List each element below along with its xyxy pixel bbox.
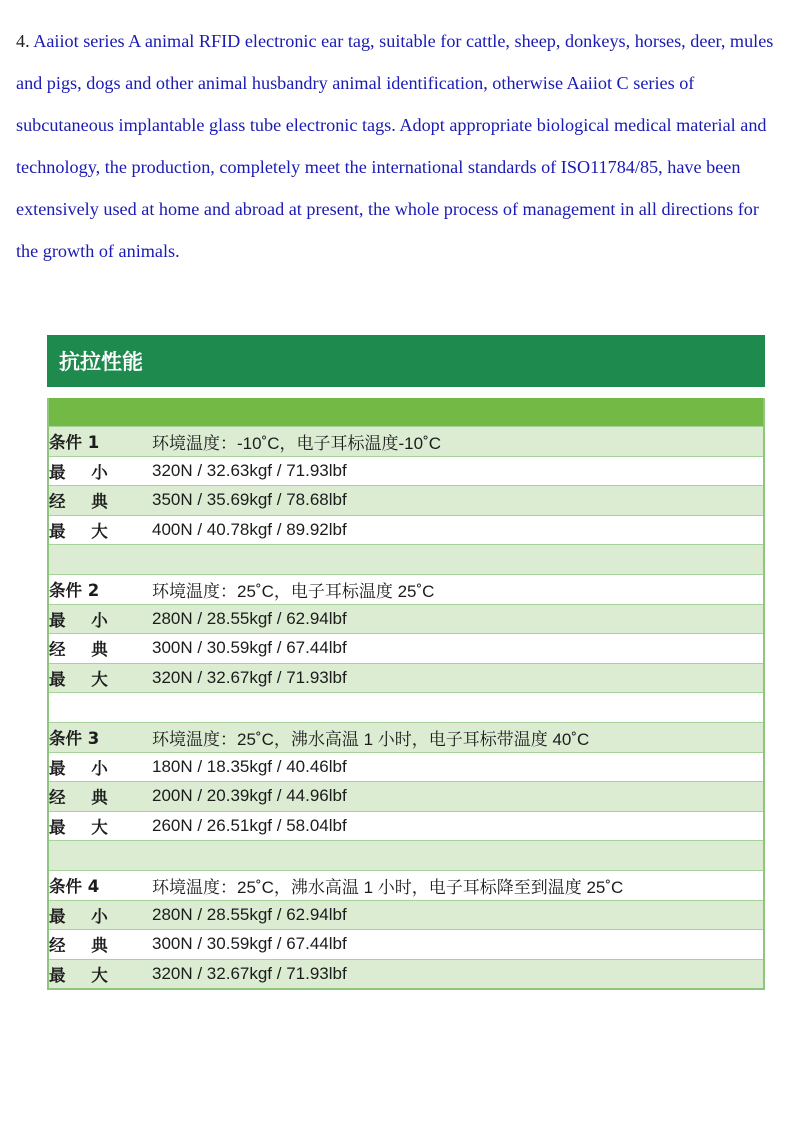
spacer-row [48,841,764,871]
table-row [48,900,764,930]
table-row [48,663,764,693]
row-label: 经 典 [48,486,140,516]
row-value: 300N / 30.59kgf / 67.44lbf [140,930,764,960]
condition-label: 条件 2 [48,574,140,604]
row-value: 320N / 32.63kgf / 71.93lbf [140,456,764,486]
table-title-bar [47,335,765,387]
condition-label: 条件 4 [48,870,140,900]
intro-paragraph [16,20,780,272]
row-value: 350N / 35.69kgf / 78.68lbf [140,486,764,516]
row-value: 180N / 18.35kgf / 40.46lbf [140,752,764,782]
table-title: 抗拉性能 [59,350,143,374]
row-label: 经 典 [48,634,140,664]
row-label: 最 小 [48,900,140,930]
row-label: 最 大 [48,811,140,841]
row-value: 260N / 26.51kgf / 58.04lbf [140,811,764,841]
condition-desc: 环境温度：25˚C，沸水高温 1 小时，电子耳标降至到温度 25˚C [140,870,764,900]
condition-desc: 环境温度：-10˚C，电子耳标温度-10˚C [140,427,764,457]
table-row [48,782,764,812]
condition-2-row [48,574,764,604]
condition-desc: 环境温度：25˚C，沸水高温 1 小时，电子耳标带温度 40˚C [140,722,764,752]
row-label: 最 小 [48,752,140,782]
table-row [48,486,764,516]
table-row [48,752,764,782]
row-value: 300N / 30.59kgf / 67.44lbf [140,634,764,664]
table-top-band [48,398,764,427]
condition-1-row [48,427,764,457]
table-row [48,604,764,634]
row-label: 经 典 [48,930,140,960]
row-label: 经 典 [48,782,140,812]
row-value: 280N / 28.55kgf / 62.94lbf [140,604,764,634]
condition-3-row [48,722,764,752]
condition-label: 条件 3 [48,722,140,752]
row-value: 400N / 40.78kgf / 89.92lbf [140,515,764,545]
table-row [48,634,764,664]
table-row [48,456,764,486]
row-label: 最 大 [48,959,140,989]
row-value: 280N / 28.55kgf / 62.94lbf [140,900,764,930]
table-row [48,515,764,545]
row-label: 最 小 [48,456,140,486]
condition-desc: 环境温度：25˚C，电子耳标温度 25˚C [140,574,764,604]
row-value: 320N / 32.67kgf / 71.93lbf [140,959,764,989]
tensile-spec-table [47,398,765,990]
spacer-row [48,545,764,575]
intro-number: 4. [16,31,30,51]
condition-label: 条件 1 [48,427,140,457]
row-label: 最 小 [48,604,140,634]
row-label: 最 大 [48,663,140,693]
row-value: 320N / 32.67kgf / 71.93lbf [140,663,764,693]
condition-4-row [48,870,764,900]
table-row [48,959,764,989]
spacer-row [48,693,764,723]
row-label: 最 大 [48,515,140,545]
table-row [48,811,764,841]
row-value: 200N / 20.39kgf / 44.96lbf [140,782,764,812]
table-row [48,930,764,960]
intro-text: Aaiiot series A animal RFID electronic ear tag, suitable for cattle, sheep, donkeys, horses, deer, mules and pigs, dogs and other animal husbandry animal identification, otherwise Aaiiot C series of subcutaneous implantable glass tube electronic tags. Adopt appropriate biological medical material and technology, the production, completely meet the international standards of ISO11784/85, have been extensively used at home and abroad at present, the whole process of management in all directions for the growth of animals. [16,31,774,261]
